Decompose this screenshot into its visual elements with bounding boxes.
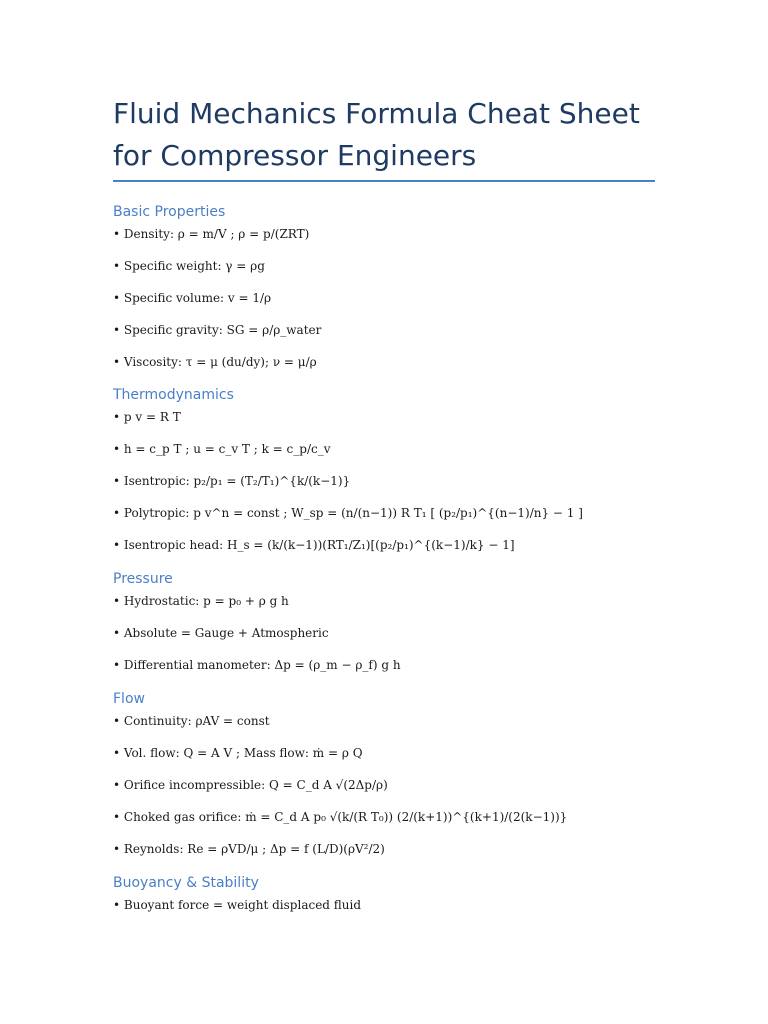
title-underline — [113, 180, 655, 182]
formula-differential-manometer: • Differential manometer: Δp = (ρ_m − ρ_f) g h — [113, 658, 401, 672]
section-heading-thermodynamics: Thermodynamics — [113, 387, 234, 403]
formula-specific-volume: • Specific volume: v = 1/ρ — [113, 291, 272, 305]
section-heading-flow: Flow — [113, 691, 145, 707]
formula-reynolds: • Reynolds: Re = ρVD/μ ; Δp = f (L/D)(ρV²/2) — [113, 842, 385, 856]
formula-polytropic: • Polytropic: p v^n = const ; W_sp = (n/(n−1)) R T₁ [ (p₂/p₁)^{(n−1)/n} − 1 ] — [113, 506, 583, 520]
formula-ideal-gas: • p v = R T — [113, 410, 181, 424]
formula-enthalpy: • h = c_p T ; u = c_v T ; k = c_p/c_v — [113, 442, 331, 456]
formula-isentropic: • Isentropic: p₂/p₁ = (T₂/T₁)^{k/(k−1)} — [113, 474, 351, 488]
formula-choked-orifice: • Choked gas orifice: ṁ = C_d A p₀ √(k/(R T₀)) (2/(k+1))^{(k+1)/(2(k−1))} — [113, 810, 568, 824]
formula-viscosity: • Viscosity: τ = μ (du/dy); ν = μ/ρ — [113, 355, 317, 369]
section-heading-basic-properties: Basic Properties — [113, 204, 226, 220]
formula-buoyant-force: • Buoyant force = weight displaced fluid — [113, 898, 362, 912]
formula-hydrostatic: • Hydrostatic: p = p₀ + ρ g h — [113, 594, 289, 608]
formula-volumetric-flow: • Vol. flow: Q = A V ; Mass flow: ṁ = ρ Q — [113, 746, 363, 760]
formula-absolute-pressure: • Absolute = Gauge + Atmospheric — [113, 626, 329, 640]
title-line-1: Fluid Mechanics Formula Cheat Sheet — [113, 97, 640, 130]
section-heading-buoyancy-stability: Buoyancy & Stability — [113, 875, 259, 891]
document-title — [113, 93, 673, 177]
section-heading-pressure: Pressure — [113, 571, 173, 587]
formula-density: • Density: ρ = m/V ; ρ = p/(ZRT) — [113, 227, 310, 241]
formula-specific-gravity: • Specific gravity: SG = ρ/ρ_water — [113, 323, 322, 337]
formula-specific-weight: • Specific weight: γ = ρg — [113, 259, 265, 273]
formula-orifice-incompressible: • Orifice incompressible: Q = C_d A √(2Δp/ρ) — [113, 778, 388, 792]
formula-isentropic-head: • Isentropic head: H_s = (k/(k−1))(RT₁/Z₁)[(p₂/p₁)^{(k−1)/k} − 1] — [113, 538, 515, 552]
formula-continuity: • Continuity: ρAV = const — [113, 714, 270, 728]
title-line-2: for Compressor Engineers — [113, 139, 477, 172]
